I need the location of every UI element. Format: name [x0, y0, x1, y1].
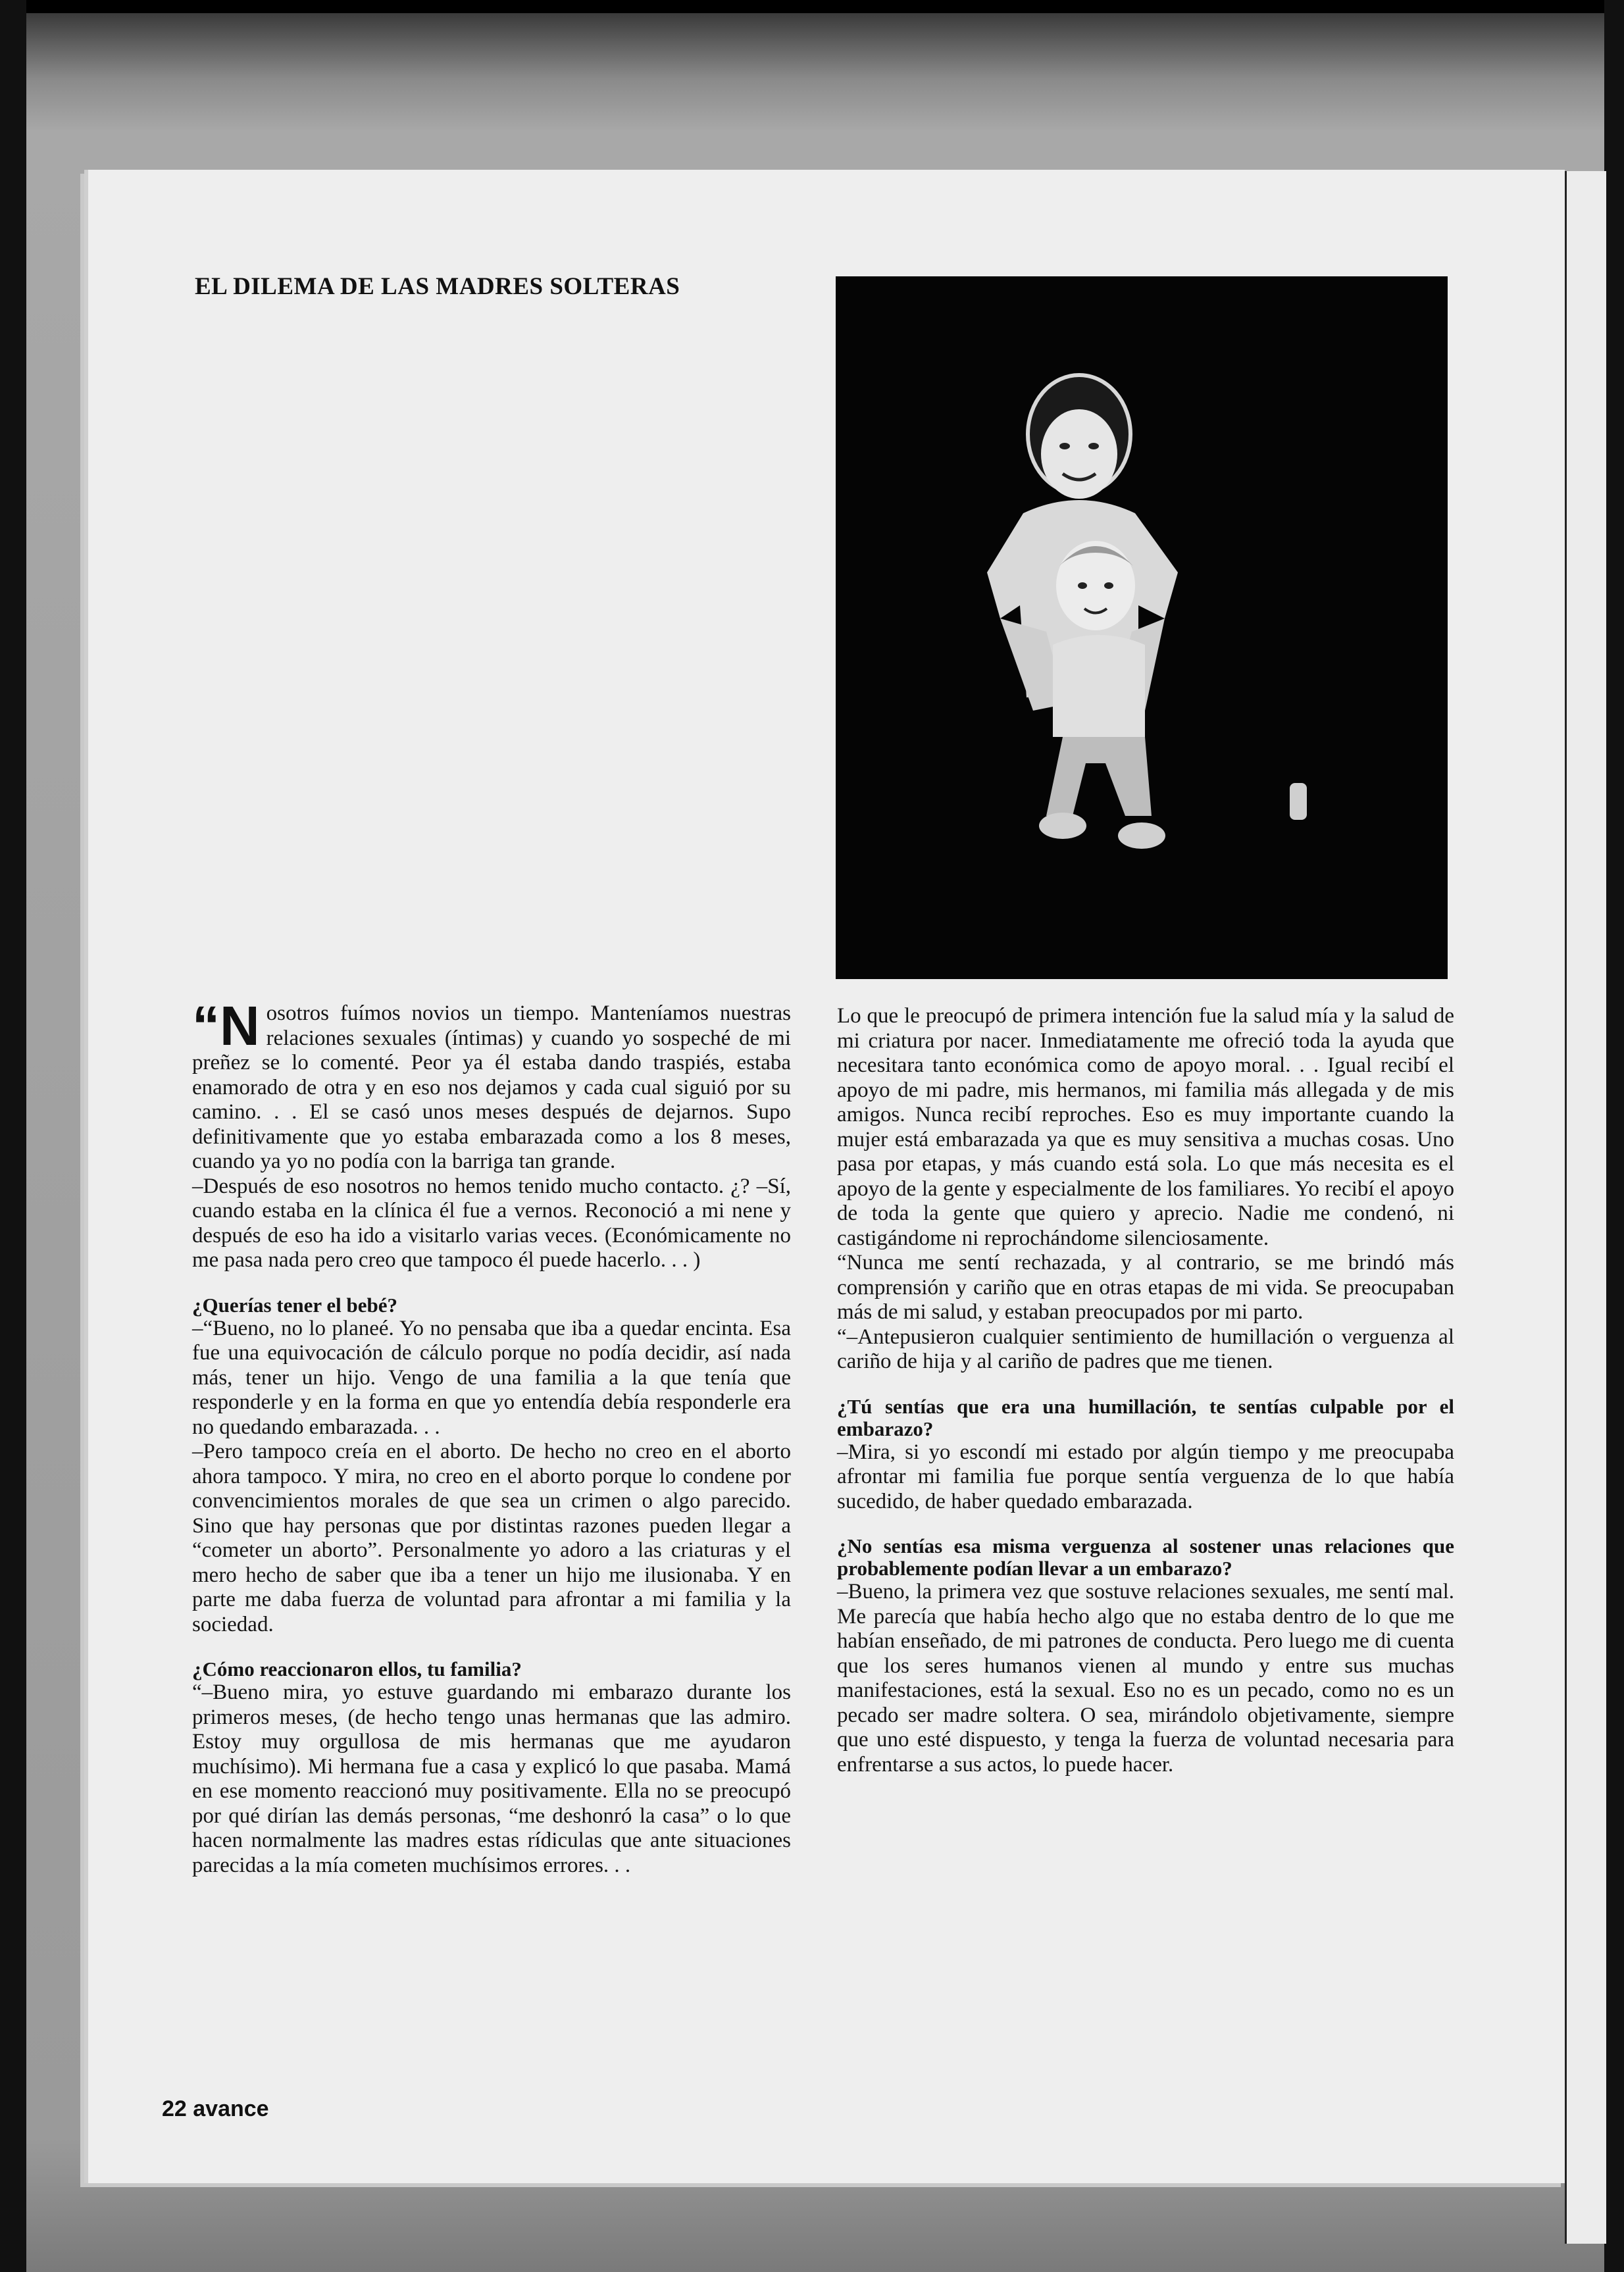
scan-top-edge: [0, 0, 1624, 13]
paragraph: Lo que le preocupó de primera intención fue la salud mía y la salud de mi criatura por nacer. Inmediatamente me ofreció toda la ayuda que necesitara tanto económica como de apoyo moral. . . Igual recibí el apoyo de mi padre, mis hermanos, mi familia más allegada y de mis amigos. Nunca recibí reproches. Eso es muy importante cuando la mujer está embarazada ya que es muy sensitiva a muchas cosas. Uno pasa por etapas, y más cuando está sola. Lo que más necesita es el apoyo de la gente y especialmente de los familiares. Yo recibí el apoyo de toda la gente que quiero y aprecio. Nadie me condenó, ni castigándome ni reprochándome silenciosamente.: [837, 1004, 1454, 1250]
intro-text: osotros fuímos novios un tiempo. Manteníamos nuestras relaciones sexuales (íntimas) y cuando yo sospeché de mi preñez se lo comenté. Peor ya él estaba dando traspiés, estaba enamorado de otra y en eso nos dejamos y cada cual siguió por su camino. . . El se casó unos meses después de dejarnos. Supo definitivamente que yo estaba embarazada como a los 8 meses, cuando ya yo no podía con la barriga tan grande.: [192, 1001, 791, 1173]
paragraph: “–Antepusieron cualquier sentimiento de humillación o verguenza al cariño de hija y al cariño de padres que me tienen.: [837, 1325, 1454, 1373]
scan-left-edge: [0, 0, 26, 2272]
question-heading: ¿No sentías esa misma verguenza al sostener unas relaciones que probablemente podían llevar a un embarazo?: [837, 1534, 1454, 1580]
spacer: [192, 1637, 791, 1658]
facing-page-edge: [1565, 171, 1606, 2244]
spacer: [837, 1375, 1454, 1396]
page-footer-label: 22 avance: [162, 2096, 269, 2121]
scan-right-edge: [1604, 0, 1624, 2272]
drop-cap: “N: [192, 995, 260, 1057]
paragraph: –Después de eso nosotros no hemos tenido mucho contacto. ¿? –Sí, cuando estaba en la clínica él fue a vernos. Reconoció a mi nene y después de eso ha ido a visitarlo varias veces. (Económicamente no me pasa nada pero creo que tampoco él puede hacerlo. . . ): [192, 1174, 791, 1272]
paragraph: “–Bueno mira, yo estuve guardando mi embarazo durante los primeros meses, (de hecho tengo unas hermanas que las admiro. Estoy muy orgullosa de mis hermanas que me ayudaron muchísimo). Mi hermana fue a casa y explicó lo que pasaba. Mamá en ese momento reaccionó muy positivamente. Ella no se preocupó por qué dirían las demás personas, “me deshonró la casa” o lo que hacen normalmente las madres estas rídiculas que ante situaciones parecidas a la mía cometen muchísimos errores. . .: [192, 1680, 791, 1877]
left-text-column: [192, 995, 791, 1878]
paragraph: –Mira, si yo escondí mi estado por algún tiempo y me preocupaba afrontar mi familia fue porque sentía verguenza de lo que había sucedido, de haber quedado embarazada.: [837, 1440, 1454, 1513]
paragraph: –Bueno, la primera vez que sostuve relaciones sexuales, me sentí mal. Me parecía que había hecho algo que no estaba dentro de lo que me habían enseñado, de mi patrones de conducta. Pero luego me di cuenta que los seres humanos vienen al mundo y entre sus muchas manifestaciones, está la sexual. Eso no es un pecado, como no es un pecado ser madre soltera. O sea, mirándolo objetivamente, siempre que uno esté dispuesto, y tenga la fuerza de voluntad necesaria para enfrentarse a sus actos, lo puede hacer.: [837, 1580, 1454, 1777]
question-heading: ¿Tú sentías que era una humillación, te sentías culpable por el embarazo?: [837, 1394, 1454, 1440]
paragraph: –“Bueno, no lo planeé. Yo no pensaba que iba a quedar encinta. Esa fue una equivocación de cálculo porque no podía decidir, así nada más, tener un hijo. Vengo de una familia a la que tenía que responderle y en la forma en que yo entendía debía responderle era no quedando embarazada. . .: [192, 1316, 791, 1439]
spacer: [192, 1273, 791, 1294]
article-title: EL DILEMA DE LAS MADRES SOLTERAS: [195, 273, 680, 300]
paragraph: –Pero tampoco creía en el aborto. De hecho no creo en el aborto ahora tampoco. Y mira, no creo en el aborto porque lo condene por convencimientos morales de que sea un crimen o algo parecido. Sino que hay personas que por distintas razones pueden llegar a “cometer un aborto”. Personalmente yo adoro a las criaturas y el mero hecho de saber que iba a tener un hijo me ilusionaba. Y en parte me daba fuerza de voluntad para afrontar a mi familia y la sociedad.: [192, 1440, 791, 1636]
right-text-column: [837, 1004, 1454, 1777]
question-heading: ¿Cómo reaccionaron ellos, tu familia?: [192, 1657, 522, 1680]
intro-paragraph: [192, 995, 791, 1174]
mother-and-child-photo: [836, 276, 1448, 979]
paragraph: “Nunca me sentí rechazada, y al contrario, se me brindó más comprensión y cariño que en otras etapas de mi vida. Se preocupaban más de mi salud, y estaban preocupados por mi parto.: [837, 1251, 1454, 1324]
mother-and-child-photo-icon: [836, 276, 1448, 979]
question-heading: ¿Querías tener el bebé?: [192, 1293, 397, 1317]
spacer: [837, 1514, 1454, 1535]
